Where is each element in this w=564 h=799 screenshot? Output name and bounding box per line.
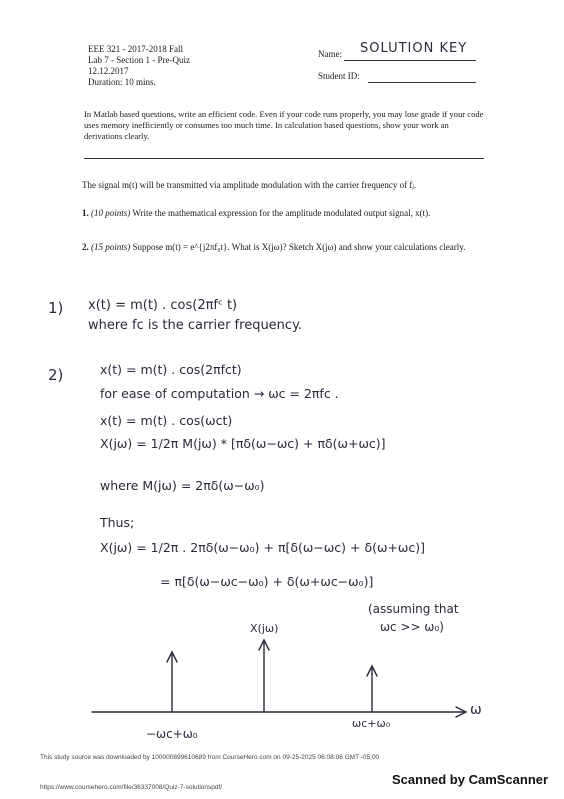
answer-2-line-8: = π[δ(ω−ωc−ω₀) + δ(ω+ωc−ω₀)] [160,574,374,589]
instructions-text: In Matlab based questions, write an efficient code. Even if your code runs properly, you may lose grade if your code uses memory inefficiently or consumes too much time. In calculation based questions, show your work an derivations clearly. [84,109,484,142]
camscanner-watermark: Scanned by CamScanner [392,772,549,787]
quiz-date: 12.12.2017 [88,66,129,76]
answer-2-line-2: for ease of computation → ωc = 2πfc . [100,386,339,401]
name-value: SOLUTION KEY [360,41,468,56]
answer-2-line-6: Thus; [100,515,135,530]
answer-2-line-5: where M(jω) = 2πδ(ω−ω₀) [100,478,265,493]
answer-1-label: 1) [48,299,64,317]
assumption-note-2: ωc >> ω₀) [380,620,444,634]
assumption-note-1: (assuming that [368,602,459,616]
source-url: https://www.coursehero.com/file/36337008/Quiz-7-solutionspdf/ [40,784,223,791]
sketch-left-impulse-label: −ωc+ω₀ [146,727,198,741]
answer-1-explanation: where fc is the carrier frequency. [88,318,303,333]
quiz-duration: Duration: 10 mins. [88,77,156,87]
question-1-text: Write the mathematical expression for the amplitude modulated output signal, x(t). [132,208,431,218]
sketch-y-label: X(jω) [250,622,279,635]
question-2-text: Suppose m(t) = e^{j2πf₀t}. What is X(jω)? Sketch X(jω) and show your calculations clearly. [132,242,466,252]
question-2-points: (15 points) [91,242,131,252]
answer-1-equation: x(t) = m(t) . cos(2πfᶜ t) [88,298,238,313]
sketch-x-label: ω [470,702,482,718]
answer-2-label: 2) [48,366,64,384]
answer-2-line-1: x(t) = m(t) . cos(2πfct) [100,362,242,377]
course-title: EEE 321 - 2017-2018 Fall [88,44,183,54]
student-id-label: Student ID: [318,71,360,81]
sketch-right-impulse-label: ωc+ω₀ [352,717,391,730]
answer-2-line-3: x(t) = m(t) . cos(ωct) [100,413,233,428]
answer-2-line-4: X(jω) = 1/2π M(jω) * [πδ(ω−ωc) + πδ(ω+ωc)] [100,436,386,451]
question-1-number: 1. [82,208,89,218]
intro-text: The signal m(t) will be transmitted via amplitude modulation with the carrier frequency of fⱼ. [82,180,417,190]
question-1-points: (10 points) [91,208,131,218]
question-2-number: 2. [82,242,89,252]
download-notice: This study source was downloaded by 100000899610689 from CourseHero.com on 09-25-2025 06:08:06 GMT -05:00 [40,754,380,761]
lab-section: Lab 7 - Section 1 - Pre-Quiz [88,55,190,65]
answer-2-line-7: X(jω) = 1/2π . 2πδ(ω−ω₀) + π[δ(ω−ωc) + δ(ω+ωc)] [100,540,426,555]
name-label: Name: [318,49,342,59]
